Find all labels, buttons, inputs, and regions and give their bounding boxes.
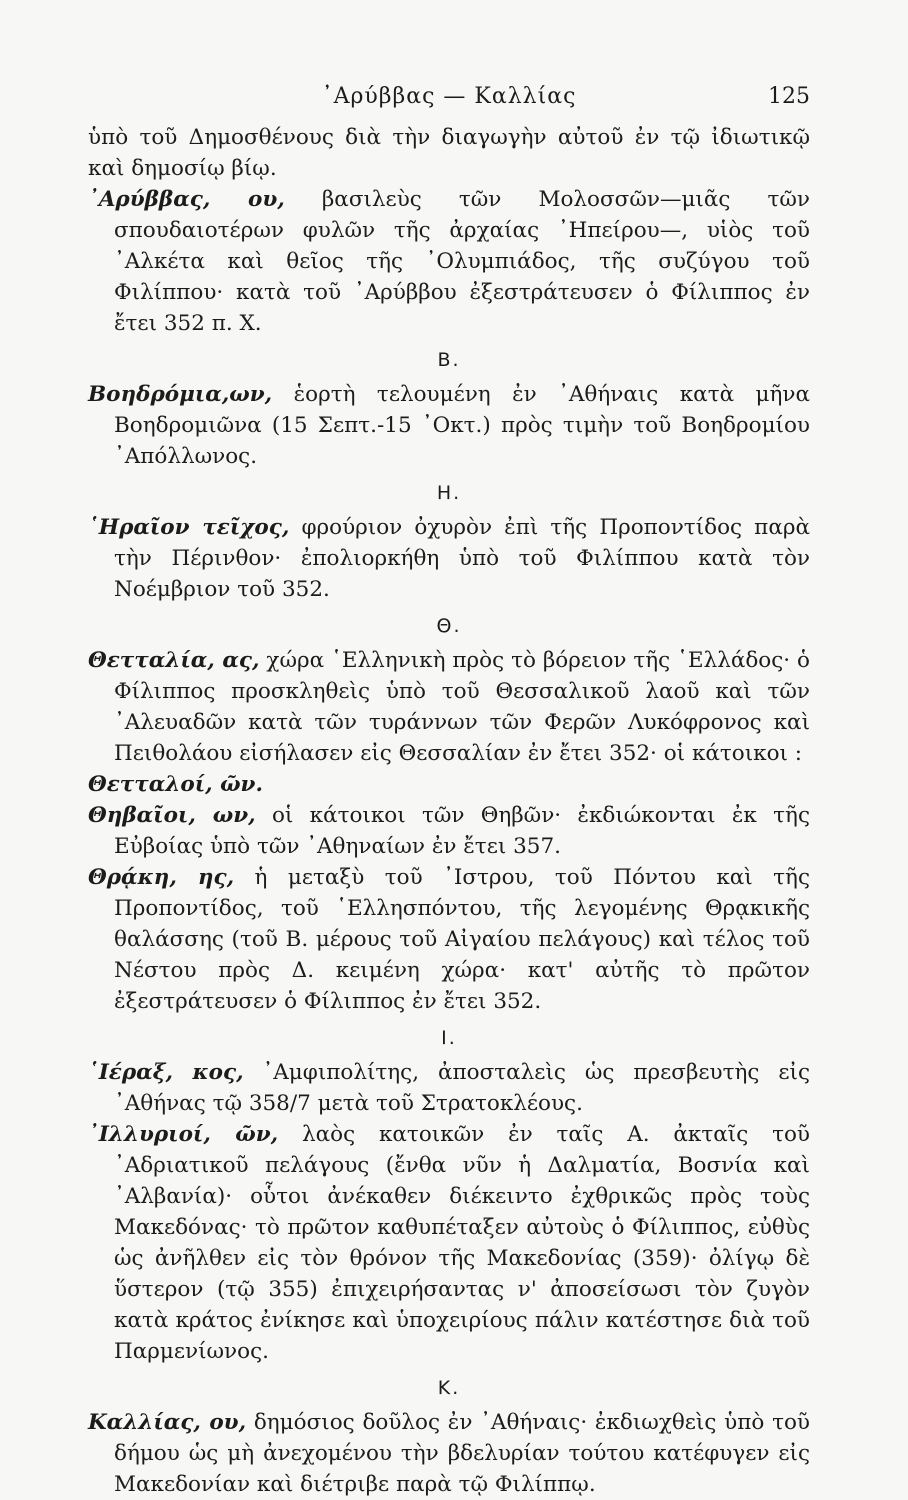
entry-lemma: ᾿Ιλλυριοί, ῶν, <box>88 1122 279 1147</box>
entry-text: φρούριον ὀχυρὸν ἐπὶ τῆς Προποντίδος παρὰ τὴν Πέρινθον· ἐπολιορκήθη ὑπὸ τοῦ Φιλίππου κατὰ τὸν Νοέμβριον τοῦ 352. <box>114 515 810 602</box>
section-letter-eta: Η. <box>436 482 462 504</box>
entry-text: λαὸς κατοικῶν ἐν ταῖς Α. ἀκταῖς τοῦ ᾿Αδριατικοῦ πελάγους (ἔνθα νῦν ἡ Δαλματία, Βοσνία καὶ ᾿Αλβανία)· οὗτοι ἀνέκαθεν διέκειντο ἐχθρικῶς πρὸς τοὺς Μακεδόνας· τὸ πρῶτον καθυπέταξεν αὐτοὺς ὁ Φίλιππος, εὐθὺς ὡς ἀνῆλθεν εἰς τὸν θρόνον τῆς Μακεδονίας (359)· ὀλίγῳ δὲ ὕστερον (τῷ 355) ἐπιχειρήσαντας ν' ἀποσείσωσι τὸν ζυγὸν κατὰ κράτος ἐνίκησε καὶ ὑποχειρίους πάλιν κατέστησε διὰ τοῦ Παρμενίωνος. <box>114 1122 810 1364</box>
entry-lemma: Βοηδρόμια,ων, <box>88 382 273 407</box>
entry-lemma: ᾿Αρύββας, ου, <box>88 187 285 212</box>
section-letter-theta: Θ. <box>436 615 462 637</box>
entry-arybbas <box>88 184 810 339</box>
book-page <box>88 82 810 1500</box>
running-title: ᾿Αρύββας — Καλλίας <box>321 84 577 109</box>
entry-text: οἱ κάτοικοι τῶν Θηβῶν· ἐκδιώκονται ἐκ τῆς Εὐβοίας ὑπὸ τῶν ᾿Αθηναίων ἐν ἔτει 357. <box>114 803 810 859</box>
entry-thettalia <box>88 645 810 800</box>
entry-illyrioi <box>88 1119 810 1367</box>
entry-sublemma: Θετταλοί, ῶν. <box>88 772 263 797</box>
entry-text: χώρα ῾Ελληνικὴ πρὸς τὸ βόρειον τῆς ῾Ελλάδος· ὁ Φίλιππος προσκληθεὶς ὑπὸ τοῦ Θεσσαλικοῦ λαοῦ καὶ τῶν ᾿Αλευαδῶν κατὰ τῶν τυράννων τῶν Φερῶν Λυκόφρονος καὶ Πειθολάου εἰσήλασεν εἰς Θεσσαλίαν ἐν ἔτει 352· οἱ κάτοικοι : <box>114 648 810 766</box>
entry-text: ἑορτὴ τελουμένη ἐν ᾿Αθήναις κατὰ μῆνα Βοηδρομιῶνα (15 Σεπτ.-15 ᾿Οκτ.) πρὸς τιμὴν τοῦ Βοηδρομίου ᾿Απόλλωνος. <box>114 382 810 469</box>
section-letter-kappa: Κ. <box>437 1377 461 1399</box>
entry-thebaioi <box>88 800 810 862</box>
entry-heraion-teichos <box>88 512 810 605</box>
entry-text: ἡ μεταξὺ τοῦ ᾿Ιστρου, τοῦ Πόντου καὶ τῆς Προποντίδος, τοῦ ῾Ελλησπόντου, τῆς λεγομένης Θρᾳκικῆς θαλάσσης (τοῦ Β. μέρους τοῦ Αἰγαίου πελάγους) καὶ τέλος τοῦ Νέστου πρὸς Δ. κειμένη χώρα· κατ' αὐτῆς τὸ πρῶτον ἐξεστράτευσεν ὁ Φίλιππος ἐν ἔτει 352. <box>114 865 810 1014</box>
entry-hierax <box>88 1057 810 1119</box>
entry-lemma: Θετταλία, ας, <box>88 648 260 673</box>
running-head <box>88 82 810 122</box>
entry-lemma: Καλλίας, ου, <box>88 1410 247 1435</box>
entry-text: βασιλεὺς τῶν Μολοσσῶν—μιᾶς τῶν σπουδαιοτέρων φυλῶν τῆς ἀρχαίας ᾿Ηπείρου—, υἱὸς τοῦ ᾿Αλκέτα καὶ θεῖος τῆς ᾿Ολυμπιάδος, τῆς συζύγου τοῦ Φιλίππου· κατὰ τοῦ ᾿Αρύββου ἐξεστράτευσεν ὁ Φίλιππος ἐν ἔτει 352 π. Χ. <box>114 187 810 336</box>
entry-text: δημόσιος δοῦλος ἐν ᾿Αθήναις· ἐκδιωχθεὶς ὑπὸ τοῦ δήμου ὡς μὴ ἀνεχομένου τὴν βδελυρίαν τούτου κατέφυγεν εἰς Μακεδονίαν καὶ διέτριβε παρὰ τῷ Φιλίππῳ. <box>114 1410 810 1497</box>
entry-thrake <box>88 862 810 1017</box>
section-letter-beta: Β. <box>437 349 461 371</box>
continuation-text: ὑπὸ τοῦ Δημοσθένους διὰ τὴν διαγωγὴν αὐτοῦ ἐν τῷ ἰδιωτικῷ καὶ δημοσίῳ βίῳ. <box>88 125 810 181</box>
entry-kallias <box>88 1407 810 1500</box>
section-letter-iota: Ι. <box>441 1027 457 1049</box>
entry-text: ᾿Αμφιπολίτης, ἀποσταλεὶς ὡς πρεσβευτὴς εἰς ᾿Αθήνας τῷ 358/7 μετὰ τοῦ Στρατοκλέους. <box>114 1060 810 1116</box>
entry-boedromia <box>88 379 810 472</box>
entry-lemma: ῾Ιέραξ, κος, <box>88 1060 244 1085</box>
entry-lemma: Θρᾴκη, ης, <box>88 865 235 890</box>
entry-lemma: ῾Ηραῖον τεῖχος, <box>88 515 290 540</box>
entry-lemma: Θηβαῖοι, ων, <box>88 803 256 828</box>
page-number: 125 <box>768 84 810 109</box>
